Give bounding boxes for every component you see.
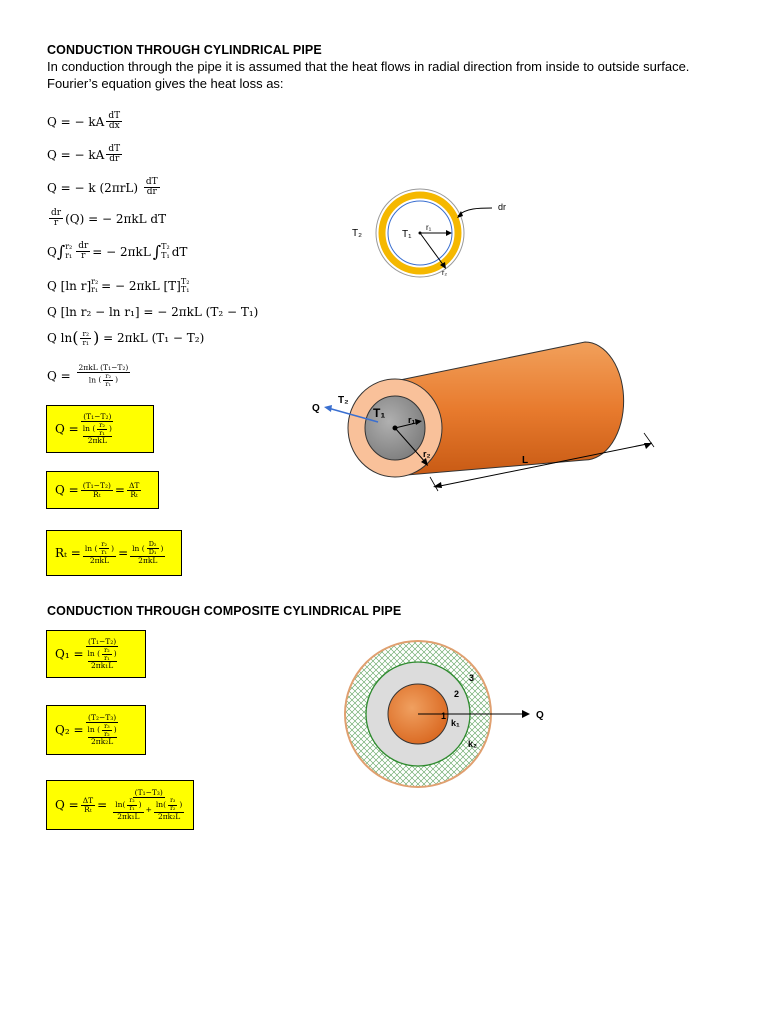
highlight-box-q1 [46, 630, 146, 678]
pipe-t2-label: T₂ [338, 395, 349, 406]
eq-q: Q [47, 244, 57, 259]
fraction [49, 209, 63, 229]
frac-num: D₂ [148, 540, 157, 549]
composite-figure [340, 640, 560, 800]
frac-num: r₂ [105, 371, 112, 380]
pipe-r1-label: r₁ [408, 415, 416, 425]
frac-num: r₃ [170, 797, 176, 805]
frac-num: dr [51, 208, 62, 218]
frac-num: r₂ [101, 540, 108, 549]
eq-text: = − 2πkL dT [88, 211, 167, 226]
equation-6 [47, 278, 189, 295]
dr-leader [458, 208, 492, 216]
frac-num: (T₂−T₃) [88, 712, 117, 722]
frac-den: r₁ [82, 337, 90, 347]
highlight-box-q [46, 405, 154, 453]
r1-label: r₁ [426, 223, 432, 232]
eq-text: Q ln [47, 331, 73, 346]
label-3: 3 [469, 673, 475, 683]
integral-t [153, 242, 172, 261]
equation-8: Q ln ( $\frac{\text{r₂}}{\text{r₁}}$ ) = 2πkL (T₁ − T₂) [47, 328, 205, 348]
upper-limit: r₂ [65, 242, 73, 252]
frac-den: r₂ [170, 804, 176, 812]
frac-den: dr [109, 154, 120, 165]
highlight-box-q-rt [46, 471, 159, 509]
ln: ln [132, 543, 140, 553]
ln: ln [87, 725, 95, 735]
plus: + [145, 804, 152, 814]
eq-text: = − kA [60, 114, 105, 129]
frac-num: r₂ [82, 329, 90, 338]
label-1: 1 [441, 711, 447, 721]
equation-4 [47, 209, 166, 229]
r2-label: r₂ [442, 270, 448, 277]
frac-num: (T₁−T₂) [83, 411, 112, 421]
frac-num: dr [78, 241, 89, 251]
frac-den: Rₜ [130, 489, 138, 499]
frac-den: 2πk₂L [157, 811, 181, 821]
frac-den: r [53, 218, 59, 229]
eq-text: Q [ln r] [47, 279, 92, 294]
upper-limit: T₂ [180, 277, 190, 286]
eq-text: = − kA [60, 147, 105, 162]
highlight-box-rt [46, 530, 182, 576]
frac-den: Rₜ [93, 489, 101, 499]
eq-text: = − 2πkL [T] [101, 279, 181, 294]
pipe-t1-label: T₁ [373, 406, 386, 420]
frac-num: r₂ [99, 420, 105, 429]
dr-label: dr [498, 202, 507, 212]
frac-den: r₁ [99, 428, 105, 437]
eq-text: = − k (2πrL) [60, 180, 139, 195]
annulus-figure [340, 186, 530, 286]
eq-q: Q [47, 180, 57, 195]
lower-limit: r₁ [91, 285, 99, 295]
frac-den: 2πk₂L [91, 737, 114, 747]
fraction [81, 797, 95, 814]
eq-text: Q = [55, 798, 79, 812]
fraction: (T₂−T₃) ln ( $\frac{\text{r₃}}{\text{r₂}}$ ) 2πk₂L [87, 712, 117, 747]
frac-den: dx [108, 121, 120, 132]
frac-num: 2πkL (T₁−T₂) [78, 363, 129, 372]
integral-r [57, 242, 74, 261]
frac-num: dT [108, 144, 121, 154]
frac-den: r₁ [101, 548, 108, 557]
eq-text: Q = [55, 422, 79, 436]
ln: ln [115, 800, 123, 810]
eq-text: Q₁ = [55, 647, 84, 661]
upper-limit: r₂ [91, 277, 99, 286]
frac-den: 2πkL [89, 555, 110, 565]
pipe-figure [300, 335, 670, 500]
q-arrowhead [324, 405, 332, 412]
pipe-r2-label: r₂ [423, 449, 431, 459]
eq-q: Q [47, 368, 57, 383]
label-k1: k₁ [451, 718, 460, 728]
eq-text: = 2πkL (T₁ − T₂) [103, 331, 205, 346]
ln: ln [82, 424, 90, 434]
eq-text: Rₜ = [55, 546, 81, 560]
frac-den: r [81, 251, 86, 262]
equation-7: Q [ln r₂ − ln r₁] = − 2πkL (T₂ − T₁) [47, 305, 259, 319]
lower-limit: r₁ [65, 250, 73, 260]
frac-num: dT [145, 177, 158, 187]
frac-den: r₁ [129, 804, 135, 812]
frac-num: ΔT [128, 480, 140, 490]
highlight-box-q2 [46, 705, 146, 755]
frac-num: r₂ [129, 797, 135, 805]
eq-text: dT [171, 244, 188, 259]
fraction: (T₁−T₂) ln ( $\frac{\text{r₂}}{\text{r₁}}$ ) 2πk₁L [87, 636, 117, 671]
fraction [144, 178, 160, 198]
fraction [81, 482, 113, 499]
equation-2 [47, 145, 124, 165]
fraction: ln ( $\frac{\text{r₃}}{\text{r₂}}$ ) 2πk₂L [155, 797, 183, 821]
fraction [109, 789, 188, 820]
frac-den: 2πkL [138, 555, 158, 565]
fraction: ln ( $\frac{\text{r₂}}{\text{r₁}}$ ) 2πkL [84, 540, 115, 565]
t1-label: T₁ [402, 229, 412, 240]
section-title-cylindrical-pipe: CONDUCTION THROUGH CYLINDRICAL PIPE [47, 43, 322, 57]
frac-num: ΔT [82, 795, 94, 805]
equation-1 [47, 112, 124, 132]
equation-9: Q = 2πkL (T₁−T₂) ln ( $\frac{\text{r₂}}{\text{r₁}}$ ) [47, 363, 129, 388]
eq-text: Q = [55, 483, 79, 497]
frac-num: dT [108, 111, 121, 121]
fraction: (T₁−T₂) ln ( $\frac{\text{r₂}}{\text{r₁}}$ ) 2πkL [82, 411, 112, 446]
eq-q: Q [47, 147, 57, 162]
eq-text: Q₂ = [55, 723, 84, 737]
eq-text: = − 2πkL [92, 244, 151, 259]
ln: ln [155, 800, 164, 810]
frac-den: 2πkL [87, 436, 107, 446]
eq-text: (Q) [65, 211, 85, 226]
eq-text: = [97, 798, 108, 812]
ln: ln [87, 649, 95, 659]
frac-den: 2πk₁L [117, 811, 140, 821]
lower-limit: T₁ [180, 285, 190, 295]
fraction: ln ( $\frac{\text{D₂}}{\text{D₁}}$ ) 2πkL [132, 540, 164, 565]
integral-sign: ∫ [152, 242, 162, 262]
frac-den: ln ( $\frac{\text{r₂}}{\text{r₁}}$ ) [88, 371, 119, 388]
frac-num: (T₁−T₂) [88, 636, 117, 646]
frac-den: D₁ [148, 548, 157, 557]
fraction [127, 482, 141, 499]
eq-text: = [114, 483, 125, 497]
frac-den: Rₜ [84, 804, 92, 814]
frac-den: r₂ [104, 729, 110, 738]
highlight-box-q-total [46, 780, 194, 830]
t2-label: T₂ [352, 228, 362, 239]
pipe-q-label: Q [312, 403, 320, 414]
fraction [80, 330, 91, 347]
fraction [77, 364, 131, 388]
fraction: ln ( $\frac{\text{r₂}}{\text{r₁}}$ ) 2πk₁L [115, 797, 142, 821]
label-2: 2 [454, 689, 460, 699]
fraction [106, 112, 122, 132]
label-k2: k₂ [468, 739, 478, 749]
section-title-composite-pipe: CONDUCTION THROUGH COMPOSITE CYLINDRICAL PIPE [47, 604, 402, 618]
upper-limit: T₂ [161, 242, 170, 252]
ln: ln [88, 375, 97, 385]
frac-num: (T₁−T₃) [134, 788, 163, 798]
frac-den: 2πk₁L [91, 661, 114, 671]
eq-text: = [118, 546, 129, 560]
frac-den: r₁ [104, 653, 110, 662]
frac-num: r₂ [104, 645, 110, 654]
frac-den: r₁ [105, 379, 112, 388]
equation-3 [47, 178, 162, 198]
q-arrowhead-composite [522, 710, 530, 718]
pipe-l-label: L [522, 455, 529, 466]
frac-num: r₃ [104, 721, 110, 730]
intro-paragraph: In conduction through the pipe it is assumed that the heat flows in radial direction from inside to outside surface. Fourier’s equation gives the heat loss as: [47, 59, 690, 91]
fraction [106, 145, 122, 165]
lower-limit: T₁ [161, 250, 170, 260]
integral-sign: ∫ [56, 242, 66, 262]
fraction [76, 242, 90, 262]
length-arrow-right [644, 443, 652, 449]
ln: ln [84, 543, 93, 553]
eq-q: Q [47, 114, 57, 129]
frac-num: (T₁−T₂) [82, 480, 111, 490]
composite-q-label: Q [536, 710, 544, 721]
length-tick-left [430, 477, 438, 491]
frac-den: dr [146, 187, 157, 198]
equation-5 [47, 242, 187, 262]
